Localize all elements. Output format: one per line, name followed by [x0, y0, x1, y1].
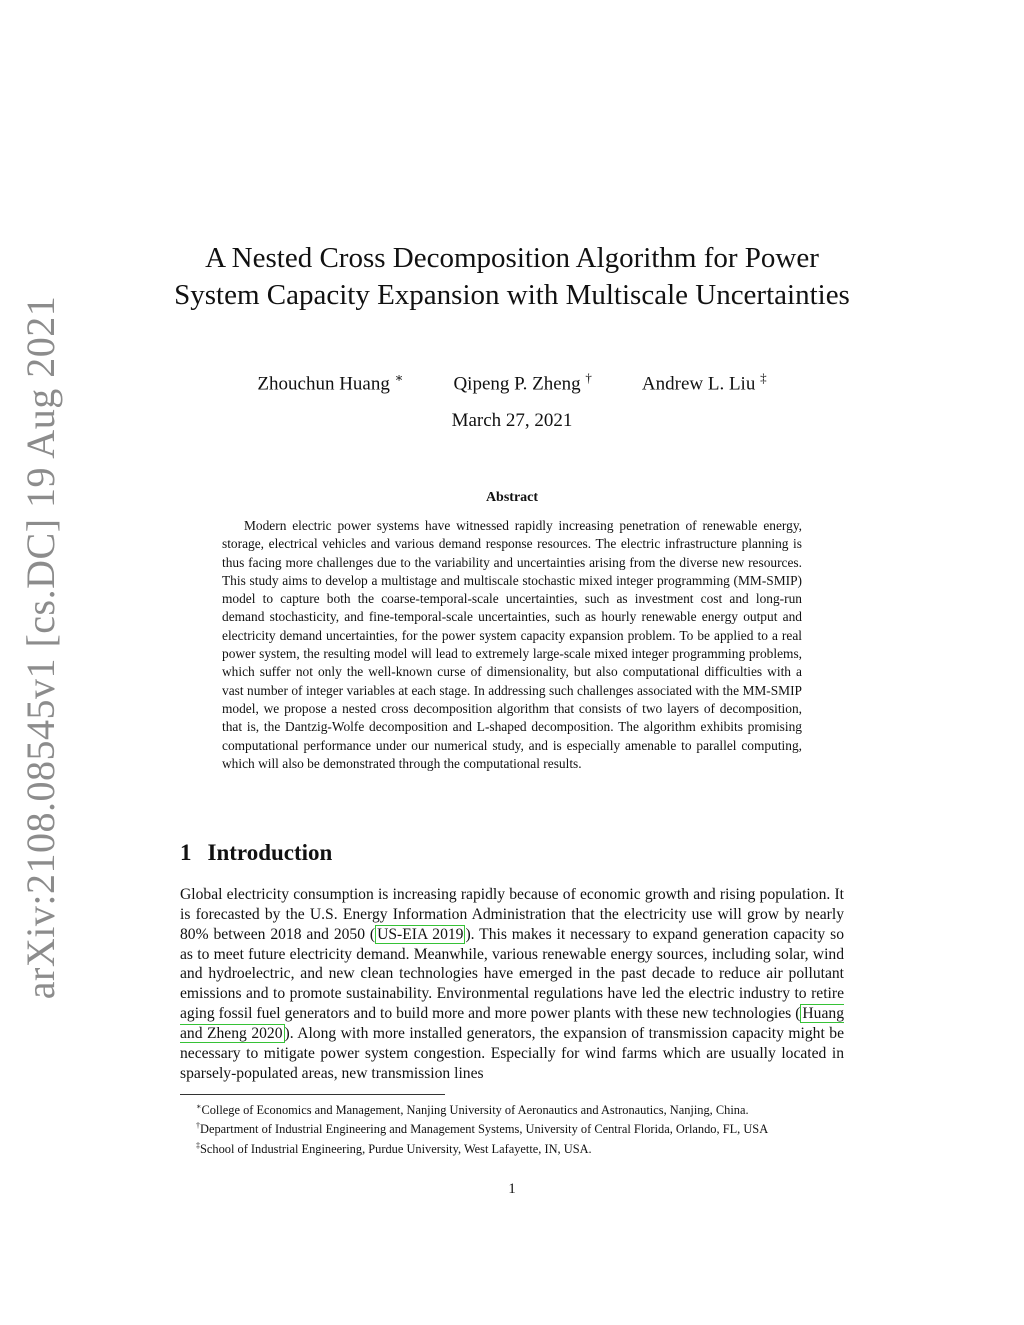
paper-date: March 27, 2021 [451, 410, 573, 431]
citation-link-us-eia-2019[interactable]: US-EIA 2019 [377, 925, 464, 943]
abstract-text: Modern electric power systems have witnessed rapidly increasing penetration of renewable energy, storage, electrical vehicles and various demand response resources. The electric infrastructure planning is thus facing more challenges due to the variability and uncertainties arising from the diverse new resources. This study aims to develop a multistage and multiscale stochastic mixed integer programming (MM-SMIP) model to capture both the coarse-temporal-scale uncertainties, such as investment cost and long-run demand stochasticity, and fine-temporal-scale uncertainties, such as hourly renewable energy output and electricity demand uncertainties, for the power system capacity expansion problem. To be applied to a real power system, the resulting model will lead to extremely large-scale mixed integer programming problems, which suffer not only the well-known curse of dimensionality, but also computational difficulties with a vast number of integer variables at each stage. In addressing such challenges associated with the MM-SMIP model, we propose a nested cross decomposition algorithm that consists of two layers of decomposition, that is, the Dantzig-Wolfe decomposition and L-shaped decomposition. The algorithm exhibits promising computational performance under our numerical study, and is especially amenable to parallel computing, which will also be demonstrated through the computational results. [222, 518, 802, 771]
author: Qipeng P. Zheng † [453, 370, 592, 395]
arxiv-side-identifier [6, 295, 76, 1000]
page-number: 1 [508, 1181, 516, 1197]
citation-link-huang-zheng-2020[interactable]: Huang and Zheng 2020 [180, 1005, 844, 1042]
author: Zhouchun Huang ∗ [257, 370, 404, 395]
introduction-paragraph: Global electricity consumption is increasing rapidly because of economic growth and rising population. It is forecasted by the U.S. Energy Information Administration that the electricity use will grow by nearly 80% between 2018 and 2050 ( US-EIA 2019 ). This makes it necessary to expand generation capacity so as to meet future electricity demand. Meanwhile, various renewable energy sources, including solar, wind and hydroelectric, and new clean technologies have emerged in the past decade to reduce air pollutant emissions and to promote sustainability. Environmental regulations have led the electric industry to retire aging fossil fuel generators and to build more and more power plants with these new technologies ( Huang and Zheng 2020 ). Along with more installed generators, the expansion of transmission capacity might be necessary to mitigate power system congestion. Especially for wind farms which are usually located in sparsely-populated areas, new transmission lines [180, 886, 844, 1082]
arxiv-id-text: arXiv:2108.08545v1 [cs.DC] 19 Aug 2021 [18, 295, 64, 1000]
section-title: Introduction [207, 840, 333, 865]
footnotes [196, 1099, 768, 1157]
section-heading-introduction [180, 840, 332, 866]
author: Andrew L. Liu ‡ [641, 370, 767, 395]
footnote-divider [180, 1094, 445, 1095]
footnote: ∗College of Economics and Management, Nanjing University of Aeronautics and Astronautics, Nanjing, China. [196, 1102, 749, 1118]
abstract-heading: Abstract [485, 490, 539, 505]
footnote: †Department of Industrial Engineering and Management Systems, University of Central Florida, Orlando, FL, USA [196, 1121, 769, 1137]
author-list [160, 370, 864, 395]
section-number: 1 [180, 840, 192, 865]
footnote: ‡School of Industrial Engineering, Purdue University, West Lafayette, IN, USA. [196, 1140, 592, 1156]
paper-title: A Nested Cross Decomposition Algorithm for Power System Capacity Expansion with Multiscale Uncertainties [174, 242, 850, 311]
